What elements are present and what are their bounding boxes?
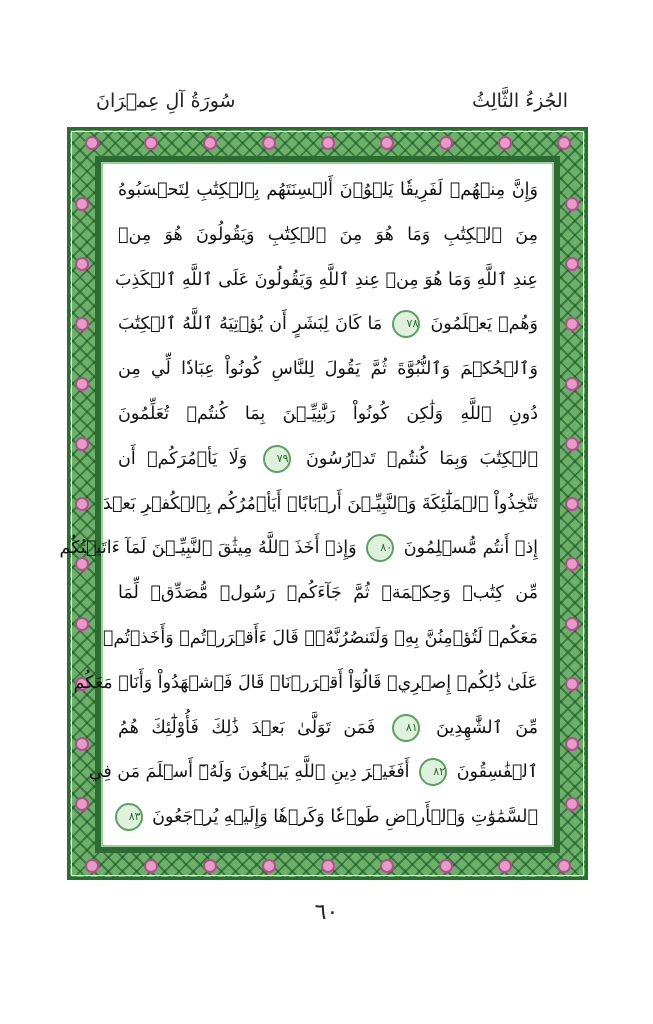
rosette-ornament [75,737,89,751]
ayah-number-marker: ٧٨ [392,310,420,338]
rosette-ornament [262,859,276,873]
verse-text: وَلَا يَأۡمُرَكُمۡ أَن [118,448,248,469]
page-number: ٦٠ [314,900,339,925]
text-line [102,618,538,658]
rosette-ornament [75,797,89,811]
rosette-ornament [380,859,394,873]
verse-text: عَلَىٰ ذَٰلِكُمۡ إِصۡرِيۖ قَالُوٓاْ أَقۡرَرۡنَاۚ قَالَ فَٱشۡهَدُواْ وَأَنَا۠ مَعَكُم [73,672,538,693]
verse-text: ٱلسَّمَٰوَٰتِ وَٱلۡأَرۡضِ طَوۡعٗا وَكَرۡهٗا وَإِلَيۡهِ يُرۡجَعُونَ [152,807,538,828]
rosette-ornament [565,677,579,691]
verse-text: عِندِ ٱللَّهِ وَمَا هُوَ مِنۡ عِندِ ٱللَّهِ وَيَقُولُونَ عَلَى ٱللَّهِ ٱلۡكَذِبَ [114,269,538,290]
rosette-ornament [498,859,512,873]
surah-title: سُورَةُ آلِ عِمۡرَانَ [96,90,236,112]
rosette-ornament [498,136,512,150]
verse-text: تَتَّخِذُواْ ٱلۡمَلَٰٓئِكَةَ وَٱلنَّبِيِّـۧنَ أَرۡبَابًاۗ أَيَأۡمُرُكُم بِٱلۡكُفۡرِ بَعۡدَ [102,493,538,514]
text-line [118,708,538,748]
verse-text: وَٱلۡحُكۡمَ وَٱلنُّبُوَّةَ ثُمَّ يَقُولَ لِلنَّاسِ كُونُواْ عِبَادٗا لِّي مِن [118,359,538,380]
verse-text: فَمَن تَوَلَّىٰ بَعۡدَ ذَٰلِكَ فَأُوْلَٰٓئِكَ هُمُ [118,717,376,738]
verse-text: دُونِ ٱللَّهِ وَلَٰكِن كُونُواْ رَبَّٰنِيِّـۧنَ بِمَا كُنتُمۡ تُعَلِّمُونَ [118,404,538,424]
rosette-ornament [557,859,571,873]
verse-text: مَا كَانَ لِبَشَرٍ أَن يُؤۡتِيَهُ ٱللَّهُ ٱلۡكِتَٰبَ [118,314,383,335]
text-line [59,528,538,568]
rosette-ornament [565,617,579,631]
rosette-ornament [75,617,89,631]
rosette-ornament [565,377,579,391]
rosette-ornament [565,737,579,751]
text-line [88,752,538,792]
rosette-ornament [75,497,89,511]
rosette-ornament [85,859,99,873]
verse-text: ٱلۡكِتَٰبَ وَبِمَا كُنتُمۡ تَدۡرُسُونَ [305,448,538,469]
rosette-ornament [565,797,579,811]
verse-text: ٱلۡفَٰسِقُونَ [456,762,538,783]
verse-text: وَإِنَّ مِنۡهُمۡ لَفَرِيقٗا يَلۡوُۥنَ أَلۡسِنَتَهُم بِٱلۡكِتَٰبِ لِتَحۡسَبُوهُ [118,180,538,200]
page-header [96,84,568,118]
text-line [118,170,538,210]
rosette-ornament [565,197,579,211]
rosette-ornament [203,859,217,873]
verse-text: مَعَكُمۡ لَتُؤۡمِنُنَّ بِهِۦ وَلَتَنصُرُنَّهُۥۚ قَالَ ءَأَقۡرَرۡتُمۡ وَأَخَذۡتُمۡ [102,628,538,648]
verse-text: مِّنَ ٱلشَّٰهِدِينَ [436,717,538,738]
text-line [118,349,538,389]
rosette-ornament [557,136,571,150]
ayah-number-marker: ٨٢ [419,758,447,786]
rosette-ornament [75,197,89,211]
verse-text: أَفَغَيۡرَ دِينِ ٱللَّهِ يَبۡغُونَ وَلَهُۥٓ أَسۡلَمَ مَن فِي [88,762,410,783]
rosette-ornament [380,136,394,150]
rosette-ornament [75,317,89,331]
text-line [118,439,538,479]
juz-title: الجُزءُ الثَّالِثُ [472,90,568,112]
verse-text: مِنَ ٱلۡكِتَٰبِ وَمَا هُوَ مِنَ ٱلۡكِتَٰبِ وَيَقُولُونَ هُوَ مِنۡ [118,224,538,245]
ayah-number-marker: ٨٠ [366,534,394,562]
rosette-ornament [439,859,453,873]
rosette-ornament [565,437,579,451]
rosette-ornament [75,437,89,451]
ayah-number-marker: ٧٩ [263,445,291,473]
verse-text: مِّن كِتَٰبٖ وَحِكۡمَةٖ ثُمَّ جَآءَكُمۡ رَسُولٞ مُّصَدِّقٞ لِّمَا [118,583,538,604]
text-line [118,573,538,613]
ayah-number-marker: ٨٣ [115,803,143,831]
text-line [73,663,538,703]
verse-text: وَإِذۡ أَخَذَ ٱللَّهُ مِيثَٰقَ ٱلنَّبِيِّـۧنَ لَمَآ ءَاتَيۡتُكُم [59,538,357,559]
text-line [118,215,538,255]
rosette-ornament [75,257,89,271]
rosette-ornament [565,557,579,571]
rosette-ornament [75,377,89,391]
rosette-ornament [439,136,453,150]
text-line [102,484,538,524]
ayah-number-marker: ٨١ [392,714,420,742]
rosette-ornament [321,859,335,873]
rosette-ornament [144,136,158,150]
text-line [118,797,538,837]
text-line [118,394,538,434]
rosette-ornament [85,136,99,150]
text-line [114,260,538,300]
rosette-ornament [321,136,335,150]
rosette-ornament [203,136,217,150]
verse-text: إِذۡ أَنتُم مُّسۡلِمُونَ [403,538,538,559]
rosette-ornament [565,497,579,511]
rosette-ornament [144,859,158,873]
verse-text: وَهُمۡ يَعۡلَمُونَ [430,314,538,335]
rosette-ornament [565,317,579,331]
rosette-ornament [262,136,276,150]
rosette-ornament [565,257,579,271]
quran-text [59,170,538,842]
text-line [118,304,538,344]
